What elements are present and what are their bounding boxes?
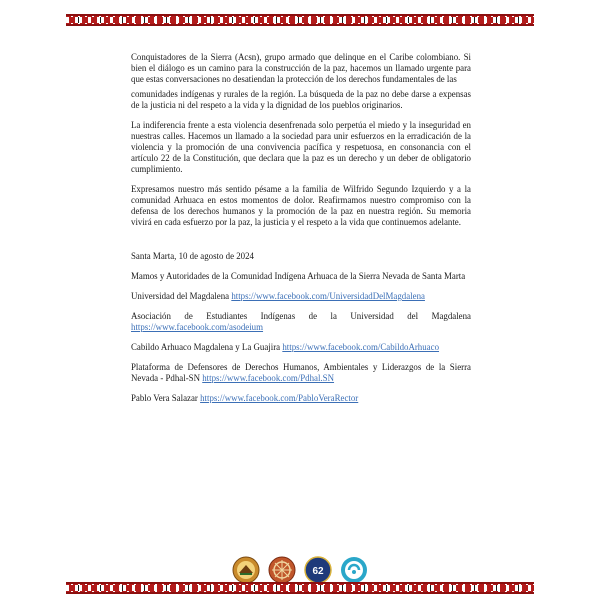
signatory-asodeium	[131, 311, 471, 333]
signatory-link[interactable]: https://www.facebook.com/Pdhal.SN	[202, 373, 335, 383]
signatory-name: Plataforma de Defensores de Derechos Humanos, Ambientales y Liderazgos de la Sierra Nevada - Pdhal-SN	[131, 362, 471, 383]
signatory-name: Cabildo Arhuaco Magdalena y La Guajira	[131, 342, 281, 352]
anniversary-62-icon	[304, 556, 332, 584]
signatory-unimagdalena	[131, 291, 471, 302]
signatory-name: Asociación de Estudiantes Indígenas de la Universidad del Magdalena	[131, 311, 471, 321]
signatory-link[interactable]: https://www.facebook.com/UniversidadDelMagdalena	[231, 291, 425, 301]
indigenous-emblem-icon	[268, 556, 296, 584]
signatory-link[interactable]: https://www.facebook.com/PabloVeraRector	[200, 393, 359, 403]
institutional-seal-icon	[232, 556, 260, 584]
logo-row	[0, 556, 600, 584]
anniversary-number: 62	[312, 566, 324, 577]
signatory-pdhal	[131, 362, 471, 384]
signatory-name: Universidad del Magdalena	[131, 291, 230, 301]
signatory-link[interactable]: https://www.facebook.com/asodeium	[131, 322, 264, 332]
organization-logo-icon	[340, 556, 368, 584]
signatory-link[interactable]: https://www.facebook.com/CabildoArhuaco	[282, 342, 440, 352]
paragraph: La indiferencia frente a esta violencia desenfrenada solo perpetúa el miedo y la inseguridad en nuestras calles. Hacemos un llamado a la sociedad para unir esfuerzos en la erradicación de la violencia y la promoción de una convivencia pacífica y respetuosa, en consonancia con el artículo 22 de la Constitución, que declara que la paz es un derecho y un deber de obligatorio cumplimiento.	[131, 120, 471, 174]
decorative-band-top	[66, 14, 534, 26]
paragraph: Conquistadores de la Sierra (Acsn), grupo armado que delinque en el Caribe colombiano. Si bien el diálogo es un camino para la construcción de la paz, hacemos un llamado urgente para que estas conversaciones no desatiendan la protección de los derechos fundamentales de las	[131, 52, 471, 84]
signatory-mamos	[131, 271, 471, 282]
letter-body	[131, 52, 471, 413]
signatory-name: Pablo Vera Salazar	[131, 393, 198, 403]
date-line: Santa Marta, 10 de agosto de 2024	[131, 251, 254, 261]
signatory-name: Mamos y Autoridades de la Comunidad Indígena Arhuaca de la Sierra Nevada de Santa Marta	[131, 271, 466, 281]
signatory-pablo-vera	[131, 393, 471, 404]
decorative-band-bottom	[66, 582, 534, 594]
paragraph: Expresamos nuestro más sentido pésame a la familia de Wilfrido Segundo Izquierdo y a la comunidad Arhuaca en estos momentos de dolor. Reafirmamos nuestro compromiso con la defensa de los derechos humanos y la promoción de la paz en nuestra región. Su memoria vivirá en cada esfuerzo por la paz, la justicia y el respeto a la vida que continuemos adelante.	[131, 184, 471, 227]
signatory-cabildo	[131, 342, 471, 353]
paragraph: comunidades indígenas y rurales de la región. La búsqueda de la paz no debe darse a expensas de la justicia ni del respeto a la vida y la dignidad de los pueblos originarios.	[131, 89, 471, 110]
